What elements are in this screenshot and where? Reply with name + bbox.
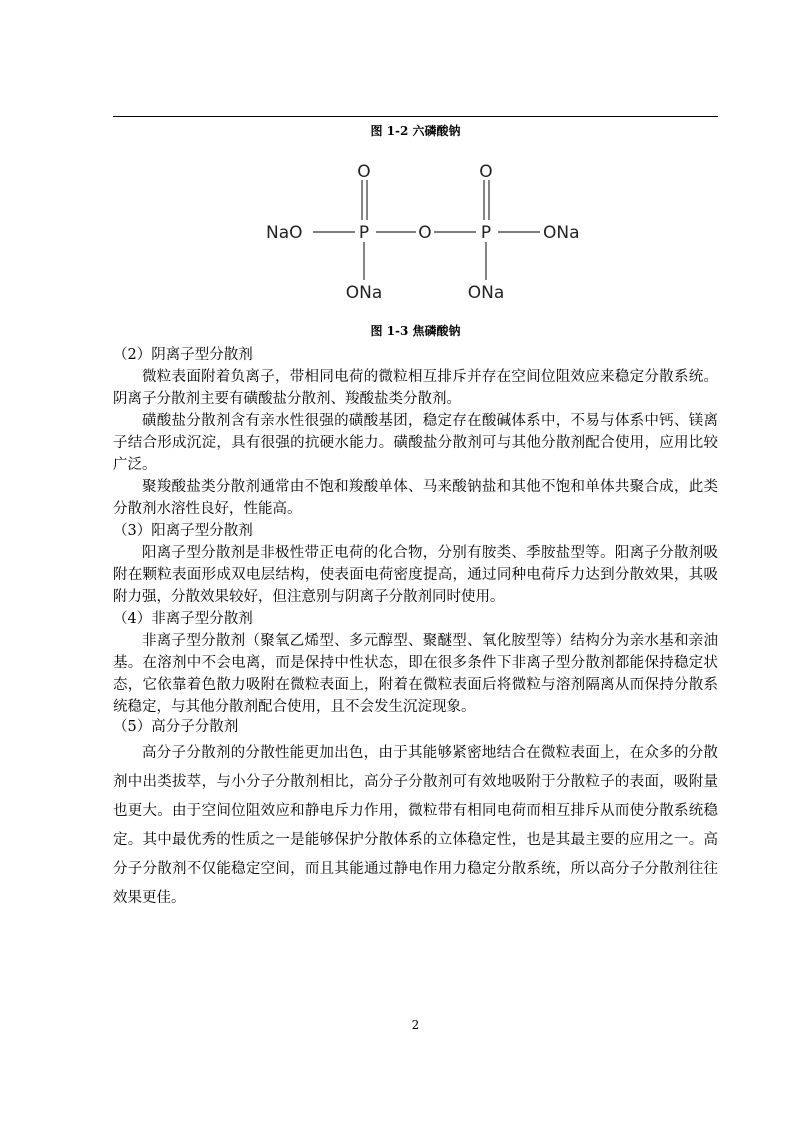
figure-caption-hexaphosphate: 图 1-2 六磷酸钠	[370, 124, 461, 138]
atom-p-right: P	[480, 223, 492, 243]
atom-o-bridge: O	[418, 223, 432, 243]
nonionic-heading: （4）非离子型分散剂	[113, 611, 253, 627]
anionic-paragraph-2: 磺酸盐分散剂含有亲水性很强的磺酸基团，稳定存在酸碱体系中，不易与体系中钙、镁离子结合形成沉淀，具有很强的抗硬水能力。磺酸盐分散剂可与其他分散剂配合使用，应用比较广泛。	[113, 413, 718, 473]
atom-nao-left: NaO	[266, 223, 303, 243]
polymer-paragraph: 高分子分散剂的分散性能更加出色，由于其能够紧密地结合在微粒表面上，在众多的分散剂中出类拔萃，与小分子分散剂相比，高分子分散剂可有效地吸附于分散粒子的表面，吸附量也更大。由于空间位阻效应和静电斥力作用，微粒带有相同电荷而相互排斥从而使分散系统稳定。其中最优秀的性质之一是能够保护分散体系的立体稳定性，也是其最主要的应用之一。高分子分散剂不仅能稳定空间，而且其能通过静电作用力稳定分散系统，所以高分子分散剂往往效果更佳。	[113, 745, 718, 906]
atom-p-left: P	[358, 223, 370, 243]
polymer-heading: （5）高分子分散剂	[113, 719, 239, 735]
nonionic-paragraph: 非离子型分散剂（聚氧乙烯型、多元醇型、聚醚型、氧化胺型等）结构分为亲水基和亲油基。在溶剂中不会电离，而是保持中性状态，即在很多条件下非离子型分散剂都能保持稳定状态，它依靠着色散力吸附在微粒表面上，附着在微粒表面后将微粒与溶剂隔离从而保持分散系统稳定，与其他分散剂配合使用，且不会发生沉淀现象。	[113, 633, 718, 715]
anionic-heading: （2）阴离子型分散剂	[113, 347, 253, 363]
atom-o-top-left: O	[357, 162, 371, 182]
pyrophosphate-structure-diagram	[258, 158, 598, 308]
page-number: 2	[411, 1018, 420, 1032]
cationic-heading: （3）阳离子型分散剂	[113, 523, 253, 539]
polymer-heading-block	[113, 716, 718, 738]
atom-ona-right: ONa	[543, 223, 580, 243]
polymer-section	[113, 739, 718, 913]
atom-o-top-right: O	[479, 162, 493, 182]
anionic-paragraph-1: 微粒表面附着负离子，带相同电荷的微粒相互排斥并存在空间位阻效应来稳定分散系统。阴离子分散剂主要有磺酸盐分散剂、羧酸盐类分散剂。	[113, 369, 718, 407]
figure-caption-pyrophosphate: 图 1-3 焦磷酸钠	[370, 324, 461, 338]
header-rule	[113, 116, 718, 117]
anionic-paragraph-3: 聚羧酸盐类分散剂通常由不饱和羧酸单体、马来酸钠盐和其他不饱和单体共聚合成，此类分散剂水溶性良好，性能高。	[113, 479, 718, 517]
atom-ona-bottom-left: ONa	[345, 283, 383, 303]
atom-ona-bottom-right: ONa	[467, 283, 505, 303]
dispersant-types-section	[113, 344, 718, 718]
cationic-paragraph: 阳离子型分散剂是非极性带正电荷的化合物，分别有胺类、季胺盐型等。阳离子分散剂吸附在颗粒表面形成双电层结构，使表面电荷密度提高，通过同种电荷斥力达到分散效果，其吸附力强，分散效果较好，但注意别与阴离子分散剂同时使用。	[113, 545, 718, 605]
